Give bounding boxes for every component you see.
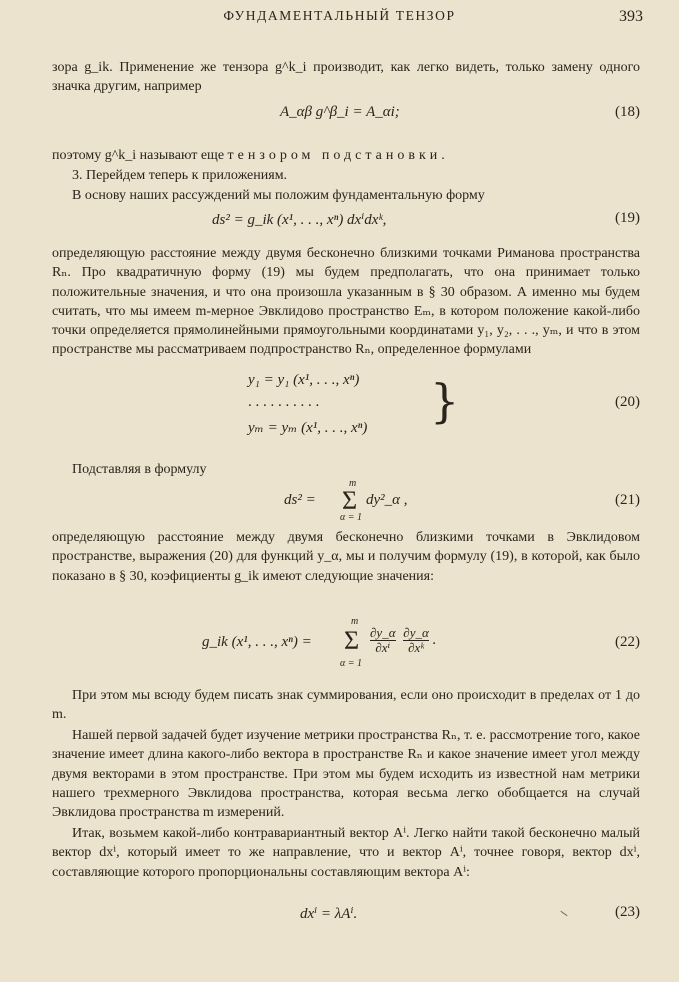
running-title: ФУНДАМЕНТАЛЬНЫЙ ТЕНЗОР — [223, 8, 456, 23]
equation-20-number: (20) — [615, 394, 640, 410]
paragraph-5: определяющую расстояние между двумя бесконечно близкими точками Риманова пространства Rₙ. Про квадратичную форму (19) мы будем предполагать, что она принимает только положительные значения, и что она произошла указанным в § 30 образом. А именно мы будем считать, что мы имеем m-мерное Эвклидово пространство Eₘ, в котором положение какой-либо точки определяется прямолинейными прямоугольными координатами y₁, y₂, . . ., yₘ, и что в этом пространстве мы рассматриваем подпространство Rₙ, определенное формулами — [52, 246, 640, 358]
equation-18 — [52, 104, 640, 128]
fraction-1-denominator: ∂xⁱ — [370, 640, 396, 655]
equation-19-number: (19) — [615, 210, 640, 226]
equation-21-upper-limit: m — [349, 478, 357, 489]
equation-21-lhs: ds² = — [284, 492, 316, 508]
equation-18-body: A_αβ g^β_i = A_αi; — [280, 104, 400, 120]
fraction-2-numerator: ∂y_α — [403, 625, 429, 640]
equation-21-sigma: Σ — [342, 486, 358, 515]
equation-22-upper-limit: m — [351, 616, 359, 627]
paragraph-1: зора g_ik. Применение же тензора g^k_i производит, как легко видеть, только замену одного значка другим, например — [52, 60, 640, 95]
fraction-2-denominator: ∂xᵏ — [403, 640, 429, 655]
equation-21 — [52, 478, 640, 524]
equation-23-body: dxⁱ = λAⁱ. — [300, 906, 358, 922]
paragraph-9: Нашей первой задачей будет изучение метрики пространства Rₙ, т. е. рассмотрение того, какое значение имеет длина какого-либо вектора в пространстве Rₙ и какое значение имеет угол между двумя векторами в этом пространстве. При этом мы будем исходить из известной нам метрики нашего трехмерного Эвклидова пространства, которая весьма легко обобщается на случай Эвклидова пространства m измерений. — [52, 728, 640, 821]
paragraph-8: При этом мы всюду будем писать знак суммирования, если оно происходит в пределах от 1 до m. — [52, 688, 640, 723]
equation-22-lhs: g_ik (x¹, . . ., xⁿ) = — [202, 634, 312, 650]
equation-22-lower-limit: α = 1 — [340, 658, 362, 669]
paragraph-3: 3. Перейдем теперь к приложениям. — [72, 168, 288, 183]
fraction-1-numerator: ∂y_α — [370, 625, 396, 640]
paragraph-4: В основу наших рассуждений мы положим фундаментальную форму — [72, 188, 485, 203]
equation-23-number: (23) — [615, 904, 640, 920]
paragraph-2-text: поэтому g^k_i называют еще — [52, 148, 225, 163]
equation-22-sigma: Σ — [344, 626, 360, 655]
fraction-2 — [403, 626, 429, 655]
right-brace: } — [430, 374, 460, 428]
equation-21-number: (21) — [615, 492, 640, 508]
equation-22-period: . — [432, 632, 437, 648]
equation-19 — [52, 210, 640, 234]
equation-18-number: (18) — [615, 104, 640, 120]
running-header — [0, 8, 679, 32]
paragraph-10: Итак, возьмем какой-либо контравариантный вектор Aⁱ. Легко найти такой бесконечно малый вектор dxⁱ, который имеет то же направление, что и вектор Aⁱ, точнее говоря, вектор dxⁱ, составляющие которого пропорциональны составляющим вектора Aⁱ: — [52, 826, 640, 880]
equation-22-number: (22) — [615, 634, 640, 650]
page-number: 393 — [619, 8, 643, 25]
paragraph-6: Подставляя в формулу — [72, 462, 207, 477]
equation-21-term: dy²_α , — [366, 492, 408, 508]
equation-20-dots: . . . . . . . . . . — [248, 394, 320, 410]
fraction-1 — [370, 626, 396, 655]
equation-20-row-1: y₁ = y₁ (x¹, . . ., xⁿ) — [248, 372, 360, 388]
paragraph-2 — [52, 146, 640, 165]
equation-22 — [52, 614, 640, 670]
paragraph-2-term: тензором подстановки. — [227, 148, 449, 163]
equation-23 — [52, 904, 640, 928]
paragraph-7: определяющую расстояние между двумя бесконечно близкими точками в Эвклидовом пространстве, выражения (20) для функций y_α, мы и получим формулу (19), в которой, как было показано в § 30, коэфициенты g_ik имеют следующие значения: — [52, 530, 640, 584]
equation-22-fractions — [370, 626, 436, 655]
equation-20-row-2: yₘ = yₘ (x¹, . . ., xⁿ) — [248, 420, 368, 436]
equation-19-body: ds² = g_ik (x¹, . . ., xⁿ) dxⁱdxᵏ, — [212, 212, 387, 228]
equation-20 — [52, 370, 640, 454]
equation-21-lower-limit: α = 1 — [340, 512, 362, 523]
